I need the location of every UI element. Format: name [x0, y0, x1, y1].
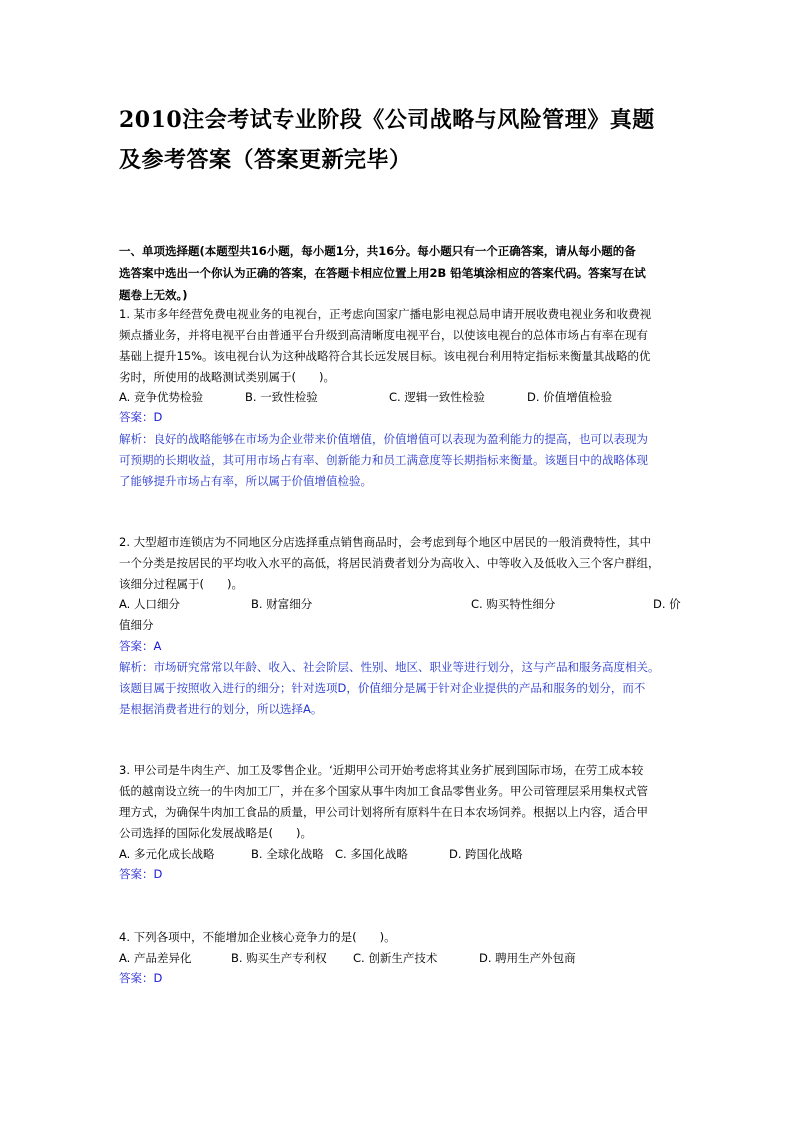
explanation-line: 解析：良好的战略能够在市场为企业带来价值增值，价值增值可以表现为盈利能力的提高，也可以表现为 — [119, 432, 648, 446]
section-line: 题卷上无效。) — [119, 288, 188, 302]
option-c: C. 购买特性细分 — [471, 597, 556, 611]
question-stem-line: 该细分过程属于( )。 — [119, 577, 243, 591]
option-a: A. 产品差异化 — [119, 951, 192, 965]
option-d: D. 聘用生产外包商 — [479, 951, 576, 965]
section-line: 选答案中选出一个你认为正确的答案，在答题卡相应位置上用2B 铅笔填涂相应的答案代码。答案写在试 — [119, 266, 646, 280]
question-stem-line: 低的越南设立统一的牛肉加工厂，并在多个国家从事牛肉加工食品零售业务。甲公司管理层采用集权式管 — [119, 784, 648, 798]
option-a: A. 竞争优势检验 — [119, 390, 203, 404]
option-d: D. 价值增值检验 — [527, 390, 613, 404]
title-line-2: 及参考答案（答案更新完毕） — [119, 147, 412, 173]
option-c: C. 创新生产技术 — [353, 951, 438, 965]
explanation-line: 该题目属于按照收入进行的细分；针对选项D，价值细分是属于针对企业提供的产品和服务的划分，而不 — [119, 681, 646, 695]
question-stem-line: 1. 某市多年经营免费电视业务的电视台，正考虑向国家广播电影电视总局申请开展收费电视业务和收费视 — [119, 307, 652, 321]
option-b: B. 一致性检验 — [245, 390, 318, 404]
document-title — [119, 100, 699, 180]
question-stem-line: 基础上提升15%。该电视台认为这种战略符合其长远发展目标。该电视台利用特定指标来衡量其战略的优 — [119, 349, 651, 363]
answer-label: 答案：D — [119, 867, 163, 881]
explanation-line: 解析：市场研究常常以年龄、收入、社会阶层、性别、地区、职业等进行划分，这与产品和服务高度相关。 — [119, 660, 660, 674]
option-wrap: 值细分 — [119, 618, 154, 632]
answer-label: 答案：A — [119, 639, 162, 653]
question-stem-line: 公司选择的国际化发展战略是( )。 — [119, 826, 312, 840]
question-stem-line: 理方式，为确保牛肉加工食品的质量，甲公司计划将所有原料牛在日本农场饲养。根据以上内容，适合甲 — [119, 805, 648, 819]
option-d: D. 跨国化战略 — [449, 847, 523, 861]
option-c: C. 逻辑一致性检验 — [389, 390, 485, 404]
question-stem-line: 劣时，所使用的战略测试类别属于( )。 — [119, 370, 335, 384]
option-c: C. 多国化战略 — [335, 847, 408, 861]
option-b: B. 全球化战略 — [251, 847, 324, 861]
question-stem-line: 4. 下列各项中，不能增加企业核心竞争力的是( )。 — [119, 930, 396, 944]
question-stem-line: 3. 甲公司是牛肉生产、加工及零售企业。‘近期甲公司开始考虑将其业务扩展到国际市场，在劳工成本较 — [119, 763, 644, 777]
question-stem-line: 一个分类是按居民的平均收入水平的高低，将居民消费者划分为高收入、中等收入及低收入三个客户群组， — [119, 556, 660, 570]
section-line: 一、单项选择题(本题型共16小题，每小题1分，共16分。每小题只有一个正确答案，请从每小题的备 — [119, 244, 636, 258]
option-a: A. 人口细分 — [119, 597, 180, 611]
question-stem-line: 2. 大型超市连锁店为不同地区分店选择重点销售商品时，会考虑到每个地区中居民的一般消费特性，其中 — [119, 535, 652, 549]
answer-label: 答案：D — [119, 971, 163, 985]
explanation-line: 了能够提升市场占有率，所以属于价值增值检验。 — [119, 474, 372, 488]
option-b: B. 购买生产专利权 — [231, 951, 327, 965]
option-d: D. 价 — [653, 597, 681, 611]
explanation-line: 可预期的长期收益，其可用市场占有率、创新能力和员工满意度等长期指标来衡量。该题目中的战略体现 — [119, 453, 648, 467]
question-stem-line: 频点播业务，并将电视平台由普通平台升级到高清晰度电视平台，以使该电视台的总体市场占有率在现有 — [119, 328, 648, 342]
option-a: A. 多元化成长战略 — [119, 847, 215, 861]
option-b: B. 财富细分 — [251, 597, 313, 611]
explanation-line: 是根据消费者进行的划分，所以选择A。 — [119, 702, 323, 716]
answer-label: 答案：D — [119, 410, 163, 424]
title-line-1: 2010注会考试专业阶段《公司战略与风险管理》真题 — [119, 107, 655, 133]
